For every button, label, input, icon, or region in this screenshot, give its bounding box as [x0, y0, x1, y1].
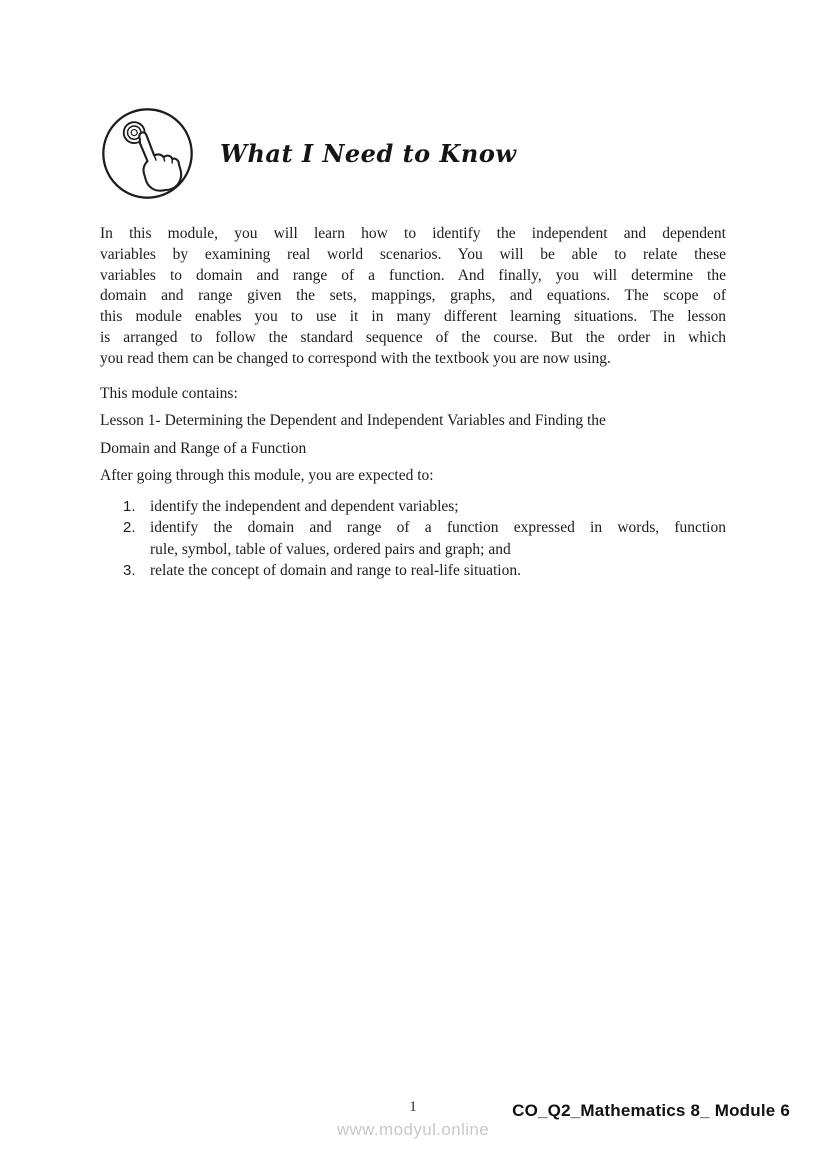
objective-text [150, 496, 726, 517]
paragraph-lines [100, 224, 726, 370]
paragraph-line: is arranged to follow the standard sequence of the course. But the order in which [100, 328, 726, 346]
objective-line: identify the domain and range of a function expressed in words, function [150, 519, 726, 537]
intro-paragraph [100, 224, 726, 370]
paragraph-line: this module enables you to use it in many different learning situations. The lesson [100, 308, 726, 326]
objective-line: identify the independent and dependent variables; [150, 498, 459, 515]
objective-line: rule, symbol, table of values, ordered pairs and graph; and [150, 540, 511, 558]
objective-item [100, 496, 726, 517]
module-header [100, 106, 517, 201]
objective-number: 1. [123, 498, 136, 515]
lesson-title-line: Lesson 1- Determining the Dependent and Independent Variables and Finding the [100, 412, 606, 430]
objective-text [150, 560, 726, 581]
watermark-text: www.modyul.online [336, 1120, 490, 1139]
touch-hand-icon [100, 106, 195, 201]
contents-heading: This module contains: [100, 385, 238, 402]
objective-item [100, 517, 726, 560]
paragraph-line: variables to domain and range of a function. And finally, you will determine the [100, 266, 726, 284]
lesson-title-line: Domain and Range of a Function [100, 439, 307, 457]
lesson-title [100, 407, 726, 462]
paragraph-line: you read them can be changed to correspond with the textbook you are now using. [100, 349, 611, 367]
objectives-list [100, 496, 726, 582]
paragraph-line: In this module, you will learn how to identify the independent and dependent [100, 225, 726, 242]
objective-text [150, 517, 726, 560]
objective-line: relate the concept of domain and range to real-life situation. [150, 562, 521, 580]
page-number: 1 [409, 1099, 417, 1115]
module-code: CO_Q2_Mathematics 8_ Module 6 [512, 1101, 790, 1120]
objective-item [100, 560, 726, 581]
module-contents [100, 380, 726, 489]
section-title: What I Need to Know [220, 139, 517, 168]
paragraph-line: variables by examining real world scenarios. You will be able to relate these [100, 245, 726, 263]
paragraph-line: domain and range given the sets, mappings, graphs, and equations. The scope of [100, 287, 726, 305]
objective-number: 2. [123, 519, 136, 537]
expectation-line: After going through this module, you are expected to: [100, 466, 434, 484]
objective-number: 3. [123, 562, 136, 580]
